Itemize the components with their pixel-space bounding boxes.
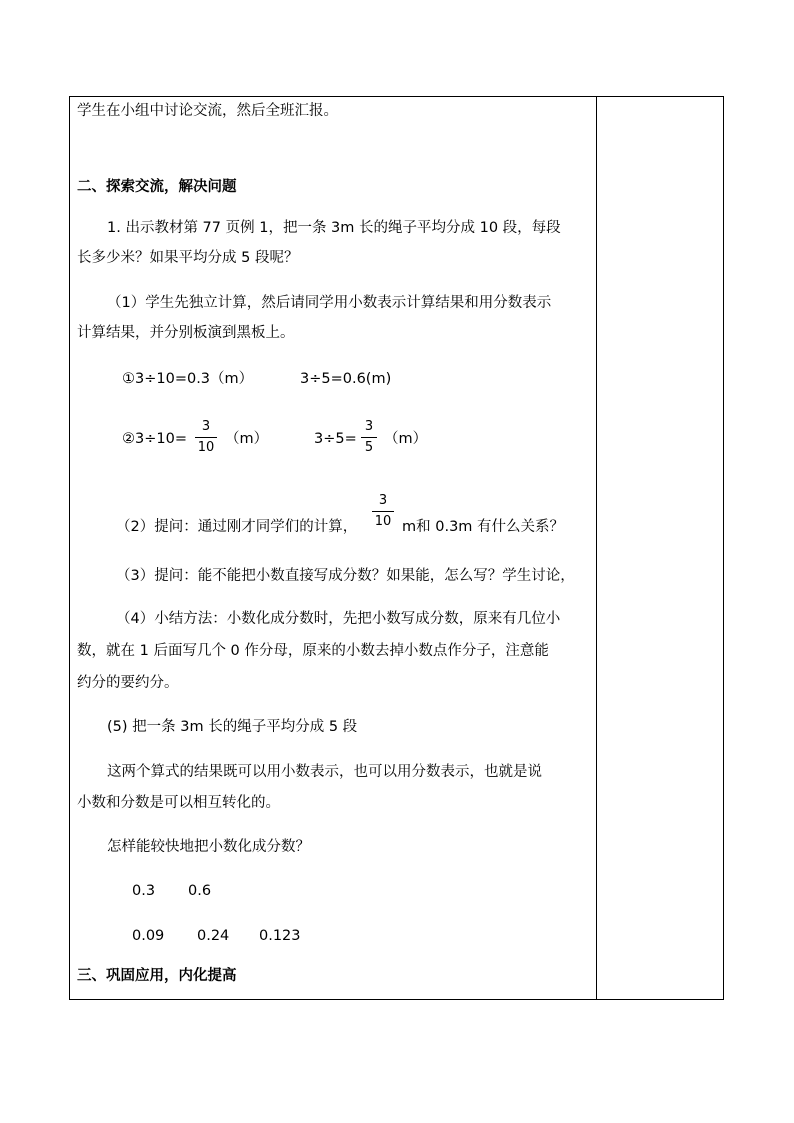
fraction-denominator: 10 [197, 440, 215, 455]
text-line: 这两个算式的结果既可以用小数表示，也可以用分数表示，也就是说 [107, 764, 542, 780]
equation: 3÷5=0.6(m) [300, 371, 392, 387]
decimal-value: 0.3 [132, 883, 156, 899]
text-line: 计算结果，并分别板演到黑板上。 [77, 325, 295, 341]
fraction-denominator: 10 [374, 514, 392, 529]
equation: ①3÷10=0.3（m） [122, 371, 254, 387]
text-line: 怎样能较快地把小数化成分数？ [107, 839, 310, 855]
text-line: （1）学生先独立计算，然后请同学用小数表示计算结果和用分数表示 [107, 295, 552, 311]
equation: （m） [384, 431, 428, 447]
text-line: （2）提问：通过刚才同学们的计算， [116, 519, 358, 535]
section-heading: 二、探索交流，解决问题 [77, 179, 237, 195]
text-line: 1. 出示教材第 77 页例 1，把一条 3m 长的绳子平均分成 10 段，每段 [107, 220, 561, 236]
equation: 3÷5= [314, 431, 357, 447]
equation: （m） [225, 431, 269, 447]
text-line: 数，就在 1 后面写几个 0 作分母，原来的小数去掉小数点作分子，注意能 [77, 643, 549, 659]
fraction-numerator: 3 [201, 419, 211, 434]
text-line: （4）小结方法：小数化成分数时，先把小数写成分数，原来有几位小 [116, 611, 561, 627]
table-column-divider [596, 96, 597, 1000]
fraction-bar [372, 511, 394, 512]
fraction-numerator: 3 [364, 419, 374, 434]
fraction-denominator: 5 [364, 440, 374, 455]
fraction [361, 419, 377, 456]
decimal-value: 0.6 [188, 883, 212, 899]
decimal-value: 0.123 [259, 928, 301, 944]
fraction [372, 493, 394, 530]
text-line: 小数和分数是可以相互转化的。 [77, 795, 280, 811]
fraction [195, 419, 217, 456]
text-line: （3）提问：能不能把小数直接写成分数？如果能，怎么写？学生讨论， [116, 568, 575, 584]
text-line: 长多少米？如果平均分成 5 段呢？ [77, 250, 299, 266]
text-line: 约分的要约分。 [77, 675, 179, 691]
decimal-value: 0.24 [197, 928, 230, 944]
equation: ②3÷10= [122, 431, 187, 447]
text-line: (5) 把一条 3m 长的绳子平均分成 5 段 [107, 719, 358, 735]
section-heading: 三、巩固应用，内化提高 [77, 968, 237, 984]
fraction-numerator: 3 [378, 493, 388, 508]
fraction-bar [195, 437, 217, 438]
text-line: m和 0.3m 有什么关系？ [402, 519, 565, 535]
fraction-bar [361, 437, 377, 438]
decimal-value: 0.09 [132, 928, 165, 944]
text-line: 学生在小组中讨论交流，然后全班汇报。 [77, 103, 338, 119]
